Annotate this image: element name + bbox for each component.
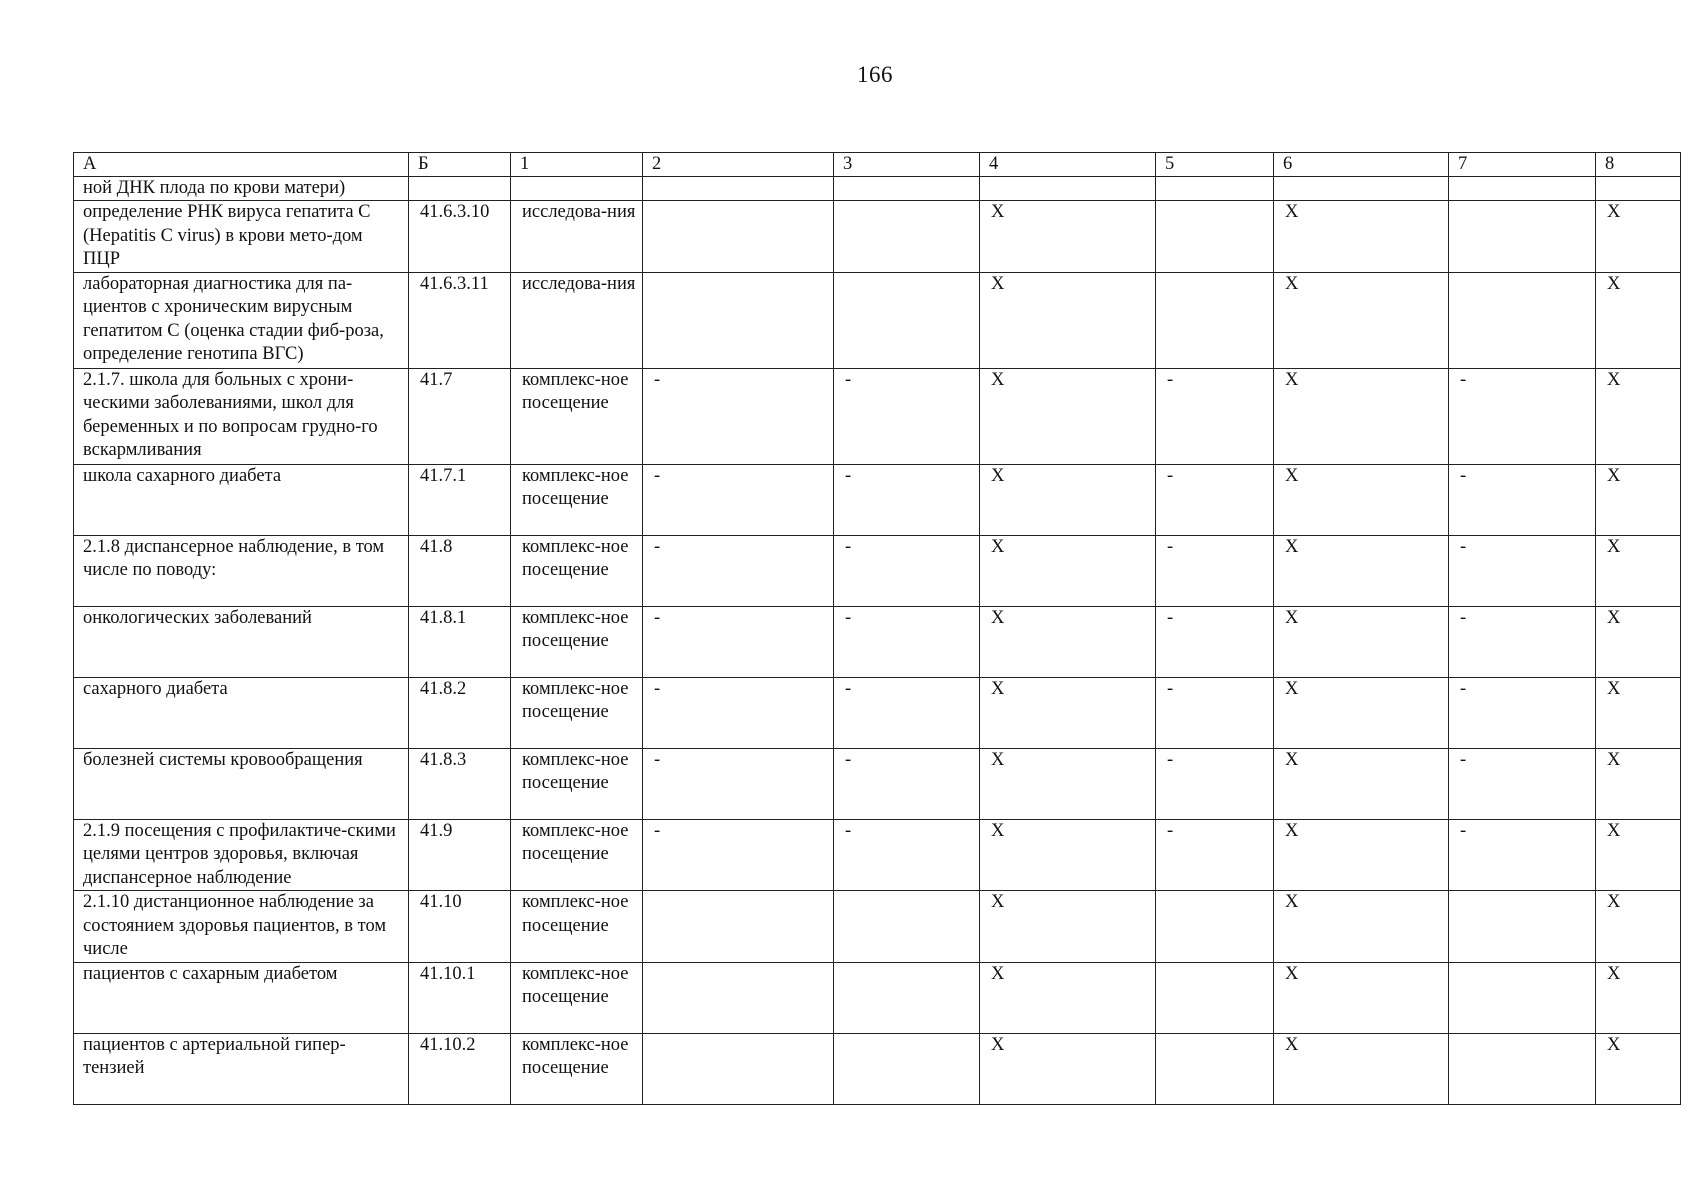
value-cell: -: [1156, 535, 1274, 606]
value-cell: [834, 201, 980, 273]
code-cell: 41.9: [409, 819, 511, 891]
value-cell: -: [1449, 606, 1596, 677]
value-cell: -: [1449, 368, 1596, 464]
value-cell: -: [834, 535, 980, 606]
header-cell: А: [74, 153, 409, 177]
value-cell: -: [1156, 464, 1274, 535]
unit-cell: исследова-ния: [511, 201, 643, 273]
value-cell: Х: [1596, 1033, 1681, 1104]
unit-cell: комплекс-ное посещение: [511, 819, 643, 891]
value-cell: Х: [1274, 464, 1449, 535]
value-cell: -: [834, 368, 980, 464]
services-table: [73, 152, 1681, 1105]
table-row: [74, 748, 1681, 819]
service-name-cell: болезней системы кровообращения: [74, 748, 409, 819]
value-cell: Х: [1274, 1033, 1449, 1104]
header-cell: 7: [1449, 153, 1596, 177]
value-cell: [1449, 201, 1596, 273]
unit-cell: [511, 177, 643, 201]
unit-cell: комплекс-ное посещение: [511, 677, 643, 748]
value-cell: Х: [1596, 677, 1681, 748]
value-cell: Х: [1596, 606, 1681, 677]
service-name-cell: школа сахарного диабета: [74, 464, 409, 535]
value-cell: [834, 272, 980, 368]
value-cell: [643, 962, 834, 1033]
value-cell: -: [643, 464, 834, 535]
service-name-cell: 2.1.7. школа для больных с хрони-ческими заболеваниями, школ для беременных и по вопросам грудно-го вскармливания: [74, 368, 409, 464]
header-cell: 6: [1274, 153, 1449, 177]
value-cell: Х: [1274, 368, 1449, 464]
table-row: [74, 464, 1681, 535]
table-row: [74, 962, 1681, 1033]
value-cell: -: [643, 535, 834, 606]
value-cell: -: [1156, 748, 1274, 819]
service-name-cell: 2.1.8 диспансерное наблюдение, в том числе по поводу:: [74, 535, 409, 606]
value-cell: Х: [1596, 748, 1681, 819]
table-row: [74, 535, 1681, 606]
value-cell: Х: [1596, 272, 1681, 368]
value-cell: -: [1449, 677, 1596, 748]
value-cell: -: [1156, 368, 1274, 464]
code-cell: 41.8: [409, 535, 511, 606]
table-row: [74, 272, 1681, 368]
value-cell: -: [1156, 677, 1274, 748]
value-cell: -: [643, 677, 834, 748]
service-name-cell: определение РНК вируса гепатита С (Hepatitis C virus) в крови мето-дом ПЦР: [74, 201, 409, 273]
code-cell: 41.7: [409, 368, 511, 464]
value-cell: Х: [1596, 201, 1681, 273]
value-cell: [980, 177, 1156, 201]
value-cell: Х: [980, 272, 1156, 368]
value-cell: Х: [980, 962, 1156, 1033]
table-row: [74, 1033, 1681, 1104]
value-cell: -: [1449, 819, 1596, 891]
code-cell: 41.8.3: [409, 748, 511, 819]
service-name-cell: лабораторная диагностика для па-циентов с хроническим вирусным гепатитом С (оценка стадии фиб-роза, определение генотипа ВГС): [74, 272, 409, 368]
value-cell: [1156, 962, 1274, 1033]
value-cell: -: [643, 748, 834, 819]
code-cell: 41.8.1: [409, 606, 511, 677]
value-cell: Х: [1274, 272, 1449, 368]
value-cell: -: [1156, 819, 1274, 891]
value-cell: Х: [1274, 962, 1449, 1033]
unit-cell: комплекс-ное посещение: [511, 606, 643, 677]
value-cell: -: [1449, 464, 1596, 535]
unit-cell: комплекс-ное посещение: [511, 748, 643, 819]
value-cell: Х: [1274, 535, 1449, 606]
code-cell: 41.10: [409, 891, 511, 963]
header-cell: 8: [1596, 153, 1681, 177]
value-cell: Х: [980, 535, 1156, 606]
service-name-cell: сахарного диабета: [74, 677, 409, 748]
value-cell: [1449, 891, 1596, 963]
value-cell: Х: [1596, 891, 1681, 963]
value-cell: [643, 1033, 834, 1104]
header-cell: 5: [1156, 153, 1274, 177]
value-cell: Х: [1596, 368, 1681, 464]
value-cell: -: [643, 819, 834, 891]
value-cell: [1156, 272, 1274, 368]
value-cell: [834, 891, 980, 963]
value-cell: [1156, 1033, 1274, 1104]
value-cell: Х: [980, 464, 1156, 535]
value-cell: Х: [980, 1033, 1156, 1104]
code-cell: 41.6.3.11: [409, 272, 511, 368]
value-cell: -: [643, 368, 834, 464]
value-cell: [1449, 177, 1596, 201]
header-cell: 2: [643, 153, 834, 177]
table-row: [74, 606, 1681, 677]
value-cell: Х: [980, 891, 1156, 963]
service-name-cell: пациентов с сахарным диабетом: [74, 962, 409, 1033]
table-row: [74, 368, 1681, 464]
value-cell: Х: [980, 748, 1156, 819]
value-cell: [1156, 891, 1274, 963]
header-cell: Б: [409, 153, 511, 177]
value-cell: [643, 177, 834, 201]
unit-cell: комплекс-ное посещение: [511, 464, 643, 535]
value-cell: -: [1449, 535, 1596, 606]
header-cell: 3: [834, 153, 980, 177]
service-name-cell: ной ДНК плода по крови матери): [74, 177, 409, 201]
value-cell: Х: [1596, 962, 1681, 1033]
unit-cell: комплекс-ное посещение: [511, 368, 643, 464]
value-cell: -: [643, 606, 834, 677]
value-cell: Х: [980, 201, 1156, 273]
code-cell: 41.6.3.10: [409, 201, 511, 273]
value-cell: [1449, 1033, 1596, 1104]
unit-cell: комплекс-ное посещение: [511, 1033, 643, 1104]
code-cell: 41.8.2: [409, 677, 511, 748]
table-row: [74, 819, 1681, 891]
value-cell: [1449, 272, 1596, 368]
value-cell: [1274, 177, 1449, 201]
table-row: [74, 891, 1681, 963]
service-name-cell: пациентов с артериальной гипер-тензией: [74, 1033, 409, 1104]
value-cell: [1449, 962, 1596, 1033]
service-name-cell: онкологических заболеваний: [74, 606, 409, 677]
page-number: 166: [857, 62, 893, 87]
table-row: [74, 201, 1681, 273]
value-cell: -: [1156, 606, 1274, 677]
value-cell: Х: [1274, 891, 1449, 963]
value-cell: Х: [1596, 819, 1681, 891]
code-cell: 41.10.1: [409, 962, 511, 1033]
value-cell: -: [834, 819, 980, 891]
unit-cell: комплекс-ное посещение: [511, 535, 643, 606]
header-cell: 4: [980, 153, 1156, 177]
value-cell: -: [1449, 748, 1596, 819]
table-header-row: [74, 153, 1681, 177]
value-cell: -: [834, 677, 980, 748]
value-cell: [834, 177, 980, 201]
service-name-cell: 2.1.10 дистанционное наблюдение за состоянием здоровья пациентов, в том числе: [74, 891, 409, 963]
value-cell: [834, 962, 980, 1033]
code-cell: [409, 177, 511, 201]
value-cell: [643, 272, 834, 368]
value-cell: [1156, 177, 1274, 201]
value-cell: [643, 201, 834, 273]
value-cell: Х: [1274, 819, 1449, 891]
value-cell: Х: [1274, 201, 1449, 273]
code-cell: 41.10.2: [409, 1033, 511, 1104]
service-name-cell: 2.1.9 посещения с профилактиче-скими целями центров здоровья, включая диспансерное наблюдение: [74, 819, 409, 891]
table-row: [74, 177, 1681, 201]
value-cell: Х: [980, 606, 1156, 677]
unit-cell: комплекс-ное посещение: [511, 962, 643, 1033]
value-cell: Х: [980, 368, 1156, 464]
code-cell: 41.7.1: [409, 464, 511, 535]
unit-cell: исследова-ния: [511, 272, 643, 368]
table-row: [74, 677, 1681, 748]
value-cell: Х: [1596, 535, 1681, 606]
value-cell: Х: [980, 677, 1156, 748]
value-cell: -: [834, 748, 980, 819]
value-cell: Х: [1596, 464, 1681, 535]
value-cell: [834, 1033, 980, 1104]
value-cell: [643, 891, 834, 963]
value-cell: Х: [1274, 748, 1449, 819]
value-cell: -: [834, 606, 980, 677]
header-cell: 1: [511, 153, 643, 177]
value-cell: Х: [980, 819, 1156, 891]
value-cell: [1596, 177, 1681, 201]
value-cell: [1156, 201, 1274, 273]
unit-cell: комплекс-ное посещение: [511, 891, 643, 963]
value-cell: Х: [1274, 677, 1449, 748]
value-cell: Х: [1274, 606, 1449, 677]
value-cell: -: [834, 464, 980, 535]
